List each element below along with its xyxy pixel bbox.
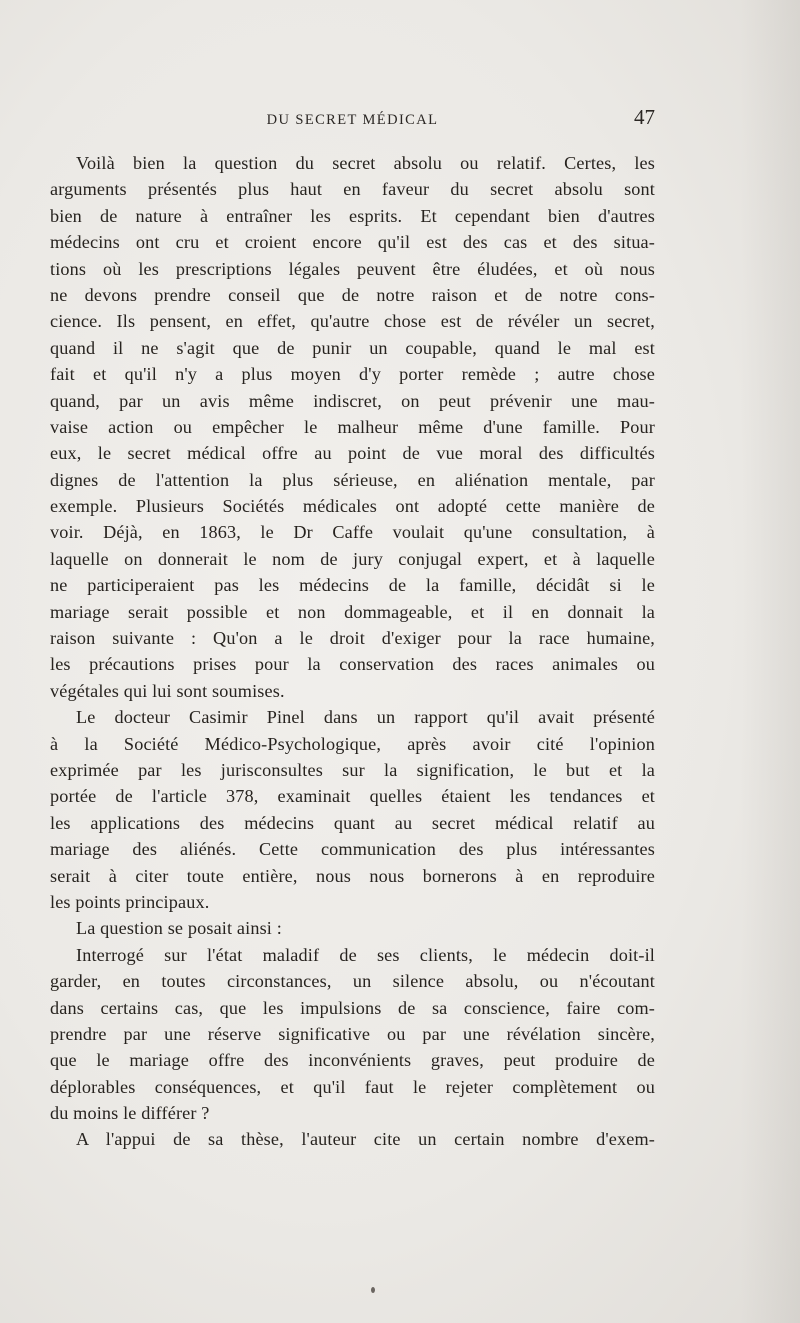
text-line: déplorables conséquences, et qu'il faut le rejeter complètement ou	[50, 1076, 655, 1097]
text-line: dans certains cas, que les impulsions de sa conscience, faire com-	[50, 997, 655, 1018]
text-line: exemple. Plusieurs Sociétés médicales ont adopté cette manière de	[50, 496, 655, 517]
text-line: les points principaux.	[50, 891, 210, 912]
body-text	[50, 150, 655, 1153]
text-line: laquelle on donnerait le nom de jury conjugal expert, et à laquelle	[50, 548, 655, 569]
page-header	[50, 104, 655, 134]
text-line: serait à citer toute entière, nous nous bornerons à en reproduire	[50, 865, 655, 886]
text-line: cience. Ils pensent, en effet, qu'autre chose est de révéler un secret,	[50, 311, 655, 332]
ink-speck	[371, 1287, 375, 1293]
text-line: bien de nature à entraîner les esprits. Et cependant bien d'autres	[50, 205, 655, 226]
text-line: raison suivante : Qu'on a le droit d'exiger pour la race humaine,	[50, 628, 655, 649]
text-line: fait et qu'il n'y a plus moyen d'y porter remède ; autre chose	[50, 364, 655, 385]
text-line: garder, en toutes circonstances, un silence absolu, ou n'écoutant	[50, 971, 655, 992]
text-line: du moins le différer ?	[50, 1103, 210, 1124]
text-line: Interrogé sur l'état maladif de ses clients, le médecin doit-il	[76, 944, 655, 965]
text-line: vaise action ou empêcher le malheur même d'une famille. Pour	[50, 416, 655, 437]
text-line: les applications des médecins quant au secret médical relatif au	[50, 812, 655, 833]
text-line: quand, par un avis même indiscret, on peut prévenir une mau-	[50, 390, 655, 411]
text-line: mariage serait possible et non dommageable, et il en donnait la	[50, 601, 655, 622]
text-line: A l'appui de sa thèse, l'auteur cite un certain nombre d'exem-	[76, 1129, 655, 1150]
text-line: Voilà bien la question du secret absolu ou relatif. Certes, les	[76, 153, 655, 173]
page-number: 47	[634, 105, 655, 129]
page-edge-shadow	[740, 0, 800, 1323]
text-line: tions où les prescriptions légales peuvent être éludées, et où nous	[50, 258, 655, 279]
text-line: ne participeraient pas les médecins de la famille, décidât si le	[50, 575, 655, 596]
text-line: voir. Déjà, en 1863, le Dr Caffe voulait qu'une consultation, à	[50, 522, 655, 543]
text-line: Le docteur Casimir Pinel dans un rapport qu'il avait présenté	[76, 707, 655, 728]
text-line: végétales qui lui sont soumises.	[50, 680, 285, 701]
text-line: arguments présentés plus haut en faveur du secret absolu sont	[50, 179, 655, 200]
text-line: que le mariage offre des inconvénients graves, peut produire de	[50, 1050, 655, 1071]
text-line: médecins ont cru et croient encore qu'il est des cas et des situa-	[50, 232, 655, 253]
text-line: portée de l'article 378, examinait quelles étaient les tendances et	[50, 786, 655, 807]
text-line: dignes de l'attention la plus sérieuse, en aliénation mentale, par	[50, 469, 655, 490]
text-line: eux, le secret médical offre au point de vue moral des difficultés	[50, 443, 655, 464]
text-line: La question se posait ainsi :	[76, 918, 282, 939]
text-line: prendre par une réserve significative ou par une révélation sincère,	[50, 1023, 655, 1044]
text-line: ne devons prendre conseil que de notre raison et de notre cons-	[50, 284, 655, 305]
text-line: mariage des aliénés. Cette communication des plus intéressantes	[50, 839, 655, 860]
running-title: DU SECRET MÉDICAL	[266, 112, 439, 128]
text-line: les précautions prises pour la conservation des races animales ou	[50, 654, 655, 675]
text-line: à la Société Médico-Psychologique, après avoir cité l'opinion	[50, 733, 655, 754]
text-line: exprimée par les jurisconsultes sur la signification, le but et la	[50, 759, 655, 780]
text-line: quand il ne s'agit que de punir un coupable, quand le mal est	[50, 337, 655, 358]
